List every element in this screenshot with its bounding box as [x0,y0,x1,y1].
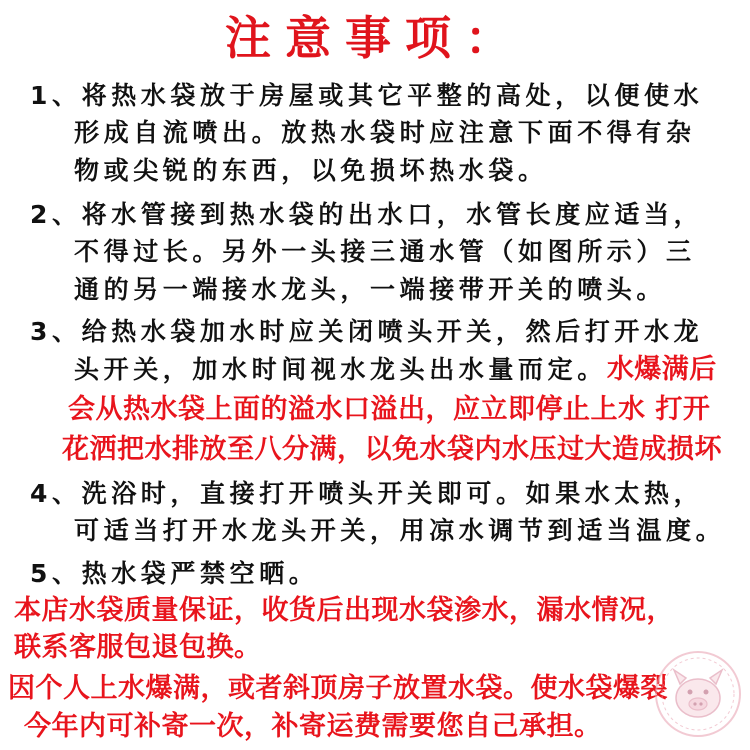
item-3-warning-start: 水爆满后 [606,354,717,385]
item-5-line-1: 5、热水袋严禁空晒。 [30,559,319,588]
item-3-line-1: 3、给热水袋加水时应关闭喷头开关，然后打开水龙 [30,317,704,346]
item-3-warning-line-1: 会从热水袋上面的溢水口溢出，应立即停止上水 打开 [68,394,711,425]
item-4-line-1: 4、洗浴时，直接打开喷头开关即可。如果水太热， [30,479,704,508]
item-2-line-3: 通的另一端接水龙头，一端接带开关的喷头。 [74,275,667,304]
item-2-line-1: 2、将水管接到热水袋的出水口，水管长度应适当， [30,200,704,229]
item-4-line-2: 可适当打开水龙头开关，用凉水调节到适当温度。 [74,516,726,545]
item-3-line-2-text: 头开关，加水时间视水龙头出水量而定。 [74,355,607,384]
item-1-line-3: 物或尖锐的东西，以免损坏热水袋。 [74,156,548,185]
item-3-line-2 [74,352,717,388]
notice-line-4: 今年内可补寄一次，补寄运费需要您自己承担。 [24,711,602,742]
item-1-line-1: 1、将热水袋放于房屋或其它平整的高处，以便使水 [30,81,704,110]
page-title: 注意事项： [225,11,525,65]
notice-line-3: 因个人上水爆满，或者斜顶房子放置水袋。使水袋爆裂 [8,673,668,704]
pig-stamp-watermark-icon [652,648,744,740]
notice-line-2: 联系客服包退包换。 [14,632,262,663]
item-3-warning-line-2: 花洒把水排放至八分满，以免水袋内水压过大造成损坏 [62,434,722,465]
item-1-line-2: 形成自流喷出。放热水袋时应注意下面不得有杂 [74,118,696,147]
item-2-line-2: 不得过长。另外一头接三通水管（如图所示）三 [74,237,696,266]
notice-line-1: 本店水袋质量保证，收货后出现水袋渗水，漏水情况， [14,595,674,626]
